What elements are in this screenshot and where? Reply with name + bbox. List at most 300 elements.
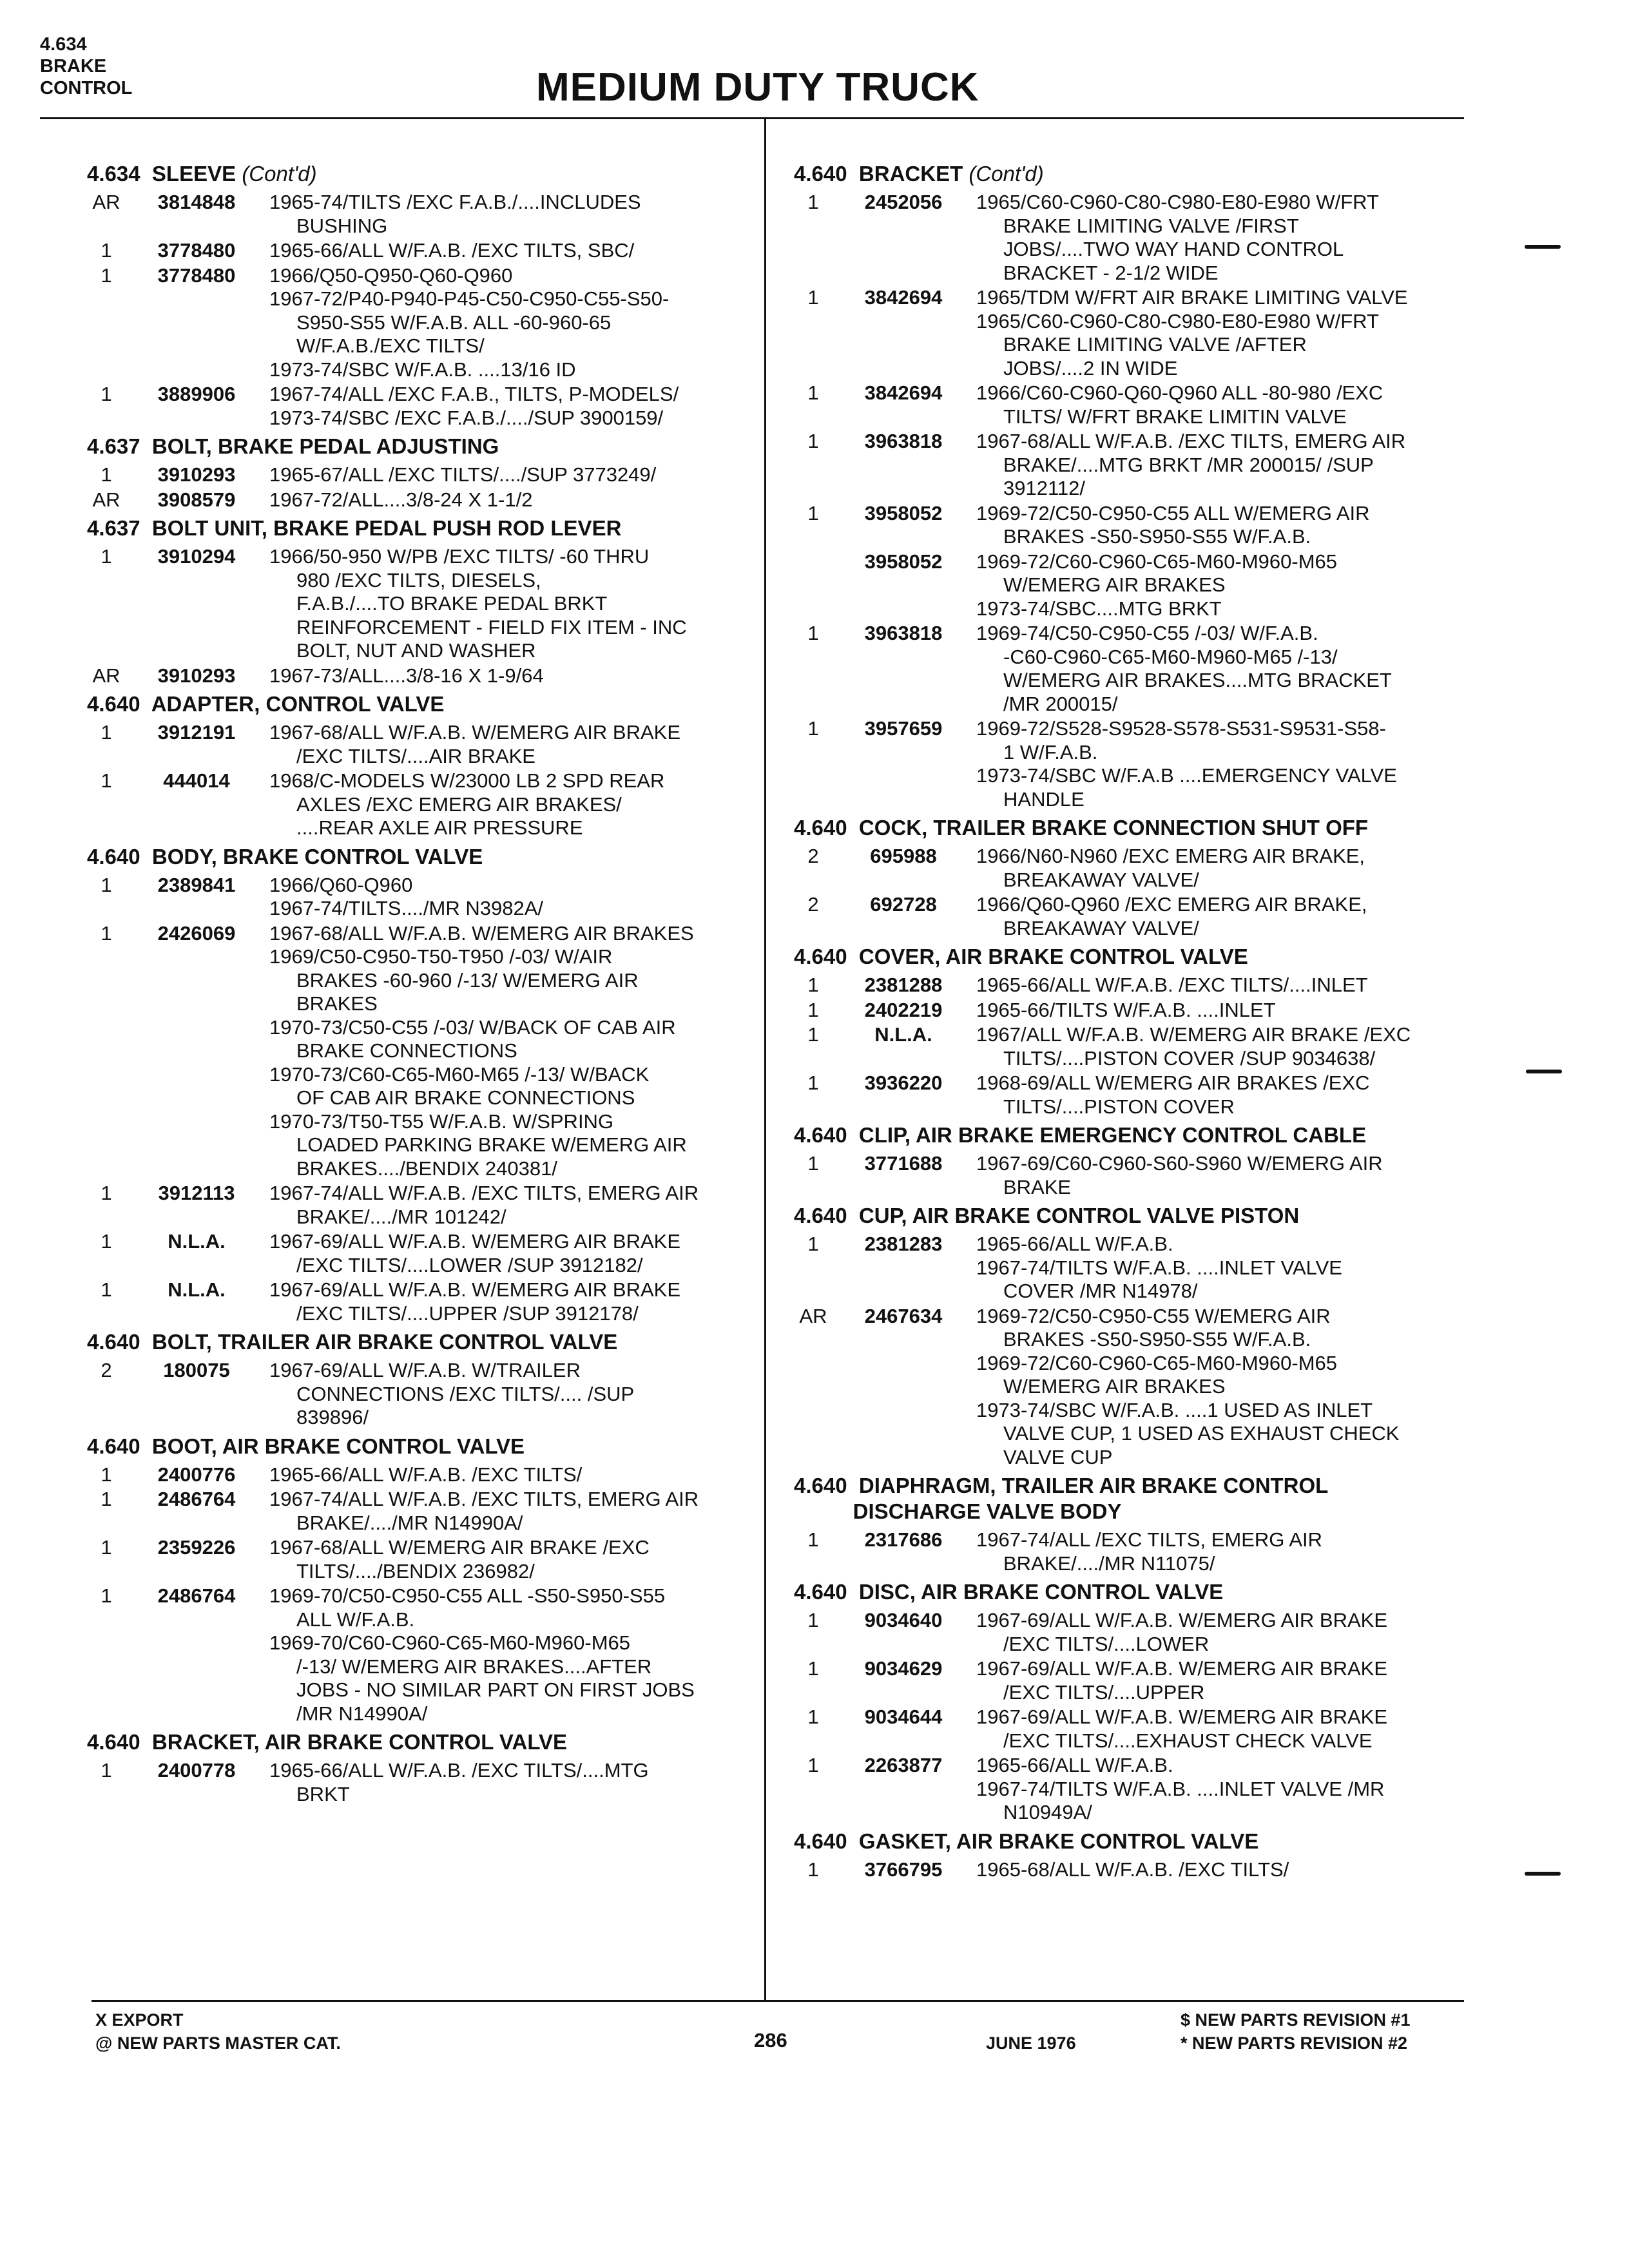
part-entry xyxy=(87,664,757,688)
part-quantity: 1 xyxy=(807,1528,819,1551)
part-application-line: /EXC TILTS/....LOWER /SUP 3912182/ xyxy=(296,1253,643,1276)
part-number: 3908579 xyxy=(157,488,236,511)
part-application-line: 1967-74/TILTS W/F.A.B. ....INLET VALVE xyxy=(976,1256,1342,1279)
catalog-section xyxy=(87,434,757,512)
part-quantity: AR xyxy=(92,488,120,511)
part-entry xyxy=(87,1230,757,1277)
part-application-line: 1965/C60-C960-C80-C980-E80-E980 W/FRT xyxy=(976,309,1379,332)
part-quantity: 1 xyxy=(807,1706,819,1728)
part-application-line: 1969/C50-C950-T50-T950 /-03/ W/AIR xyxy=(269,945,613,968)
part-entry xyxy=(87,769,757,840)
part-number: 3912191 xyxy=(157,721,236,744)
part-application-line: BRKT xyxy=(296,1782,350,1805)
part-entry xyxy=(794,1858,1470,1882)
section-heading-text: 4.640 COVER, AIR BRAKE CONTROL VALVE xyxy=(794,945,1248,968)
part-application-line: 1970-73/C50-C55 /-03/ W/BACK OF CAB AIR xyxy=(269,1015,676,1039)
column-divider xyxy=(764,119,766,2000)
part-application-line: BREAKAWAY VALVE/ xyxy=(1003,916,1199,939)
part-entry xyxy=(794,1152,1470,1199)
section-heading xyxy=(87,434,757,459)
part-entry xyxy=(794,1233,1470,1303)
part-quantity: 1 xyxy=(807,501,819,524)
part-quantity: AR xyxy=(92,664,120,687)
part-application-line: W/EMERG AIR BRAKES xyxy=(1003,573,1226,596)
part-application-line: BRAKE/....MTG BRKT /MR 200015/ /SUP xyxy=(1003,453,1374,476)
part-application-line: 1965-66/ALL W/F.A.B. /EXC TILTS/....MTG xyxy=(269,1759,649,1782)
part-entry xyxy=(794,1657,1470,1704)
section-heading xyxy=(87,1729,757,1755)
part-application-line: ....REAR AXLE AIR PRESSURE xyxy=(296,816,583,839)
part-application-line: 1969-72/C60-C960-C65-M60-M960-M65 xyxy=(976,1351,1337,1374)
part-application-line: 1965-66/ALL W/F.A.B. /EXC TILTS/ xyxy=(269,1463,583,1486)
part-application-line: 1967-74/ALL /EXC TILTS, EMERG AIR xyxy=(976,1528,1322,1551)
part-quantity: 2 xyxy=(101,1359,112,1381)
part-application-line: BRAKES..../BENDIX 240381/ xyxy=(296,1157,557,1180)
part-application-line: ALL W/F.A.B. xyxy=(296,1608,415,1631)
part-quantity: 1 xyxy=(101,264,112,287)
part-number: 2426069 xyxy=(157,921,236,945)
section-heading-text: 4.637 BOLT UNIT, BRAKE PEDAL PUSH ROD LEVER xyxy=(87,516,622,540)
part-entry xyxy=(87,1463,757,1487)
part-entry xyxy=(87,1488,757,1535)
part-application-line: /MR N14990A/ xyxy=(296,1702,428,1725)
part-application-line: BRAKE CONNECTIONS xyxy=(296,1039,517,1062)
part-quantity: 1 xyxy=(807,1023,819,1046)
section-heading-note: (Cont'd) xyxy=(969,162,1044,186)
part-number: 444014 xyxy=(163,769,230,792)
part-application-line: BRACKET - 2-1/2 WIDE xyxy=(1003,261,1219,284)
part-application-line: -C60-C960-C65-M60-M960-M65 /-13/ xyxy=(1003,645,1338,668)
part-application-line: /EXC TILTS/....UPPER xyxy=(1003,1680,1205,1704)
part-application-line: 1969-70/C50-C950-C55 ALL -S50-S950-S55 xyxy=(269,1584,666,1607)
part-quantity: 2 xyxy=(807,893,819,916)
part-application-line: 1967-74/TILTS..../MR N3982A/ xyxy=(269,897,544,919)
catalog-section xyxy=(87,515,757,687)
part-application-line: 1970-73/C60-C65-M60-M65 /-13/ W/BACK xyxy=(269,1062,650,1086)
part-application-line: 1970-73/T50-T55 W/F.A.B. W/SPRING xyxy=(269,1110,614,1133)
part-application-line: 1967-69/ALL W/F.A.B. W/EMERG AIR BRAKE xyxy=(976,1657,1388,1680)
right-column xyxy=(794,161,1470,1883)
part-application-line: 3912112/ xyxy=(1003,477,1085,499)
part-application-line: 1973-74/SBC W/F.A.B. ....1 USED AS INLET xyxy=(976,1398,1373,1421)
part-application-line: W/EMERG AIR BRAKES....MTG BRACKET xyxy=(1003,669,1392,691)
part-application-line: 1965-74/TILTS /EXC F.A.B./....INCLUDES xyxy=(269,191,641,213)
footer-export-note: X EXPORT xyxy=(95,2010,184,2030)
part-application-line: 1966/Q60-Q960 xyxy=(269,873,413,896)
part-application-line: 1969-72/C60-C960-C65-M60-M960-M65 xyxy=(976,550,1337,573)
part-application-line: LOADED PARKING BRAKE W/EMERG AIR xyxy=(296,1133,687,1156)
part-application-line: 1969-72/S528-S9528-S578-S531-S9531-S58- xyxy=(976,717,1386,740)
section-heading xyxy=(794,1473,1470,1524)
part-application-line: 1967-68/ALL W/EMERG AIR BRAKE /EXC xyxy=(269,1536,650,1559)
section-heading xyxy=(794,944,1470,970)
part-number: 9034644 xyxy=(864,1706,943,1728)
part-quantity: 1 xyxy=(101,1584,112,1607)
part-application-line: 1965/TDM W/FRT AIR BRAKE LIMITING VALVE xyxy=(976,286,1408,309)
part-number: 3963818 xyxy=(864,430,943,452)
part-application-line: VALVE CUP, 1 USED AS EXHAUST CHECK xyxy=(1003,1422,1400,1445)
part-application-line: 1967-69/ALL W/F.A.B. W/EMERG AIR BRAKE xyxy=(976,1706,1388,1728)
section-heading-text: 4.634 SLEEVE xyxy=(87,162,236,186)
section-heading xyxy=(794,1203,1470,1229)
catalog-section xyxy=(794,815,1470,940)
part-application-line: BOLT, NUT AND WASHER xyxy=(296,639,536,662)
part-quantity: 2 xyxy=(807,845,819,867)
part-quantity: 1 xyxy=(807,1072,819,1094)
part-application-line: 1965-68/ALL W/F.A.B. /EXC TILTS/ xyxy=(976,1858,1289,1881)
footer-rule xyxy=(92,2000,1464,2002)
section-heading xyxy=(87,844,757,870)
part-number: 3814848 xyxy=(157,191,236,213)
section-heading-text: 4.640 ADAPTER, CONTROL VALVE xyxy=(87,692,445,716)
part-quantity: 1 xyxy=(101,1463,112,1486)
part-quantity: 1 xyxy=(101,1182,112,1204)
part-entry xyxy=(87,1536,757,1583)
part-quantity: 1 xyxy=(807,430,819,452)
catalog-section xyxy=(794,1473,1470,1575)
section-heading-note: (Cont'd) xyxy=(242,162,317,186)
part-application-line: 1969-74/C50-C950-C55 /-03/ W/F.A.B. xyxy=(976,622,1318,644)
catalog-section xyxy=(794,1829,1470,1882)
part-number: N.L.A. xyxy=(168,1278,226,1301)
part-application-line: W/F.A.B./EXC TILTS/ xyxy=(296,334,485,357)
part-application-line: BUSHING xyxy=(296,214,388,237)
part-application-line: 1967-72/ALL....3/8-24 X 1-1/2 xyxy=(269,488,533,511)
part-entry xyxy=(87,191,757,238)
part-quantity: 1 xyxy=(807,1754,819,1776)
part-quantity: AR xyxy=(799,1304,827,1327)
part-application-line: 1967-69/ALL W/F.A.B. W/EMERG AIR BRAKE xyxy=(976,1609,1388,1631)
part-entry xyxy=(794,502,1470,549)
part-entry xyxy=(87,922,757,1181)
section-heading xyxy=(87,515,757,541)
section-heading xyxy=(794,1579,1470,1605)
part-application-line: REINFORCEMENT - FIELD FIX ITEM - INC xyxy=(296,615,687,639)
part-entry xyxy=(87,383,757,430)
part-entry xyxy=(87,488,757,512)
part-application-line: 1967-69/ALL W/F.A.B. W/EMERG AIR BRAKE xyxy=(269,1278,681,1301)
part-quantity: 1 xyxy=(807,1152,819,1175)
part-application-line: BRAKE xyxy=(1003,1175,1072,1198)
part-application-line: /MR 200015/ xyxy=(1003,692,1118,715)
part-entry xyxy=(87,1759,757,1806)
part-entry xyxy=(794,286,1470,380)
catalog-section xyxy=(794,1579,1470,1825)
part-number: 3889906 xyxy=(157,383,236,405)
part-entry xyxy=(794,1706,1470,1753)
part-quantity: 1 xyxy=(101,383,112,405)
part-quantity: 1 xyxy=(101,1536,112,1559)
part-application-line: 1967-69/ALL W/F.A.B. W/TRAILER xyxy=(269,1359,581,1381)
part-application-line: 1965-66/ALL W/F.A.B. xyxy=(976,1233,1173,1255)
part-application-line: 1973-74/SBC /EXC F.A.B./..../SUP 3900159/ xyxy=(269,406,664,429)
part-number: 3910294 xyxy=(157,545,236,568)
part-application-line: JOBS/....2 IN WIDE xyxy=(1003,356,1178,380)
part-application-line: BRAKE/..../MR N14990A/ xyxy=(296,1511,523,1534)
section-heading-text: 4.637 BOLT, BRAKE PEDAL ADJUSTING xyxy=(87,434,499,458)
part-number: 3766795 xyxy=(864,1858,943,1881)
part-application-line: BRAKE LIMITING VALVE /FIRST xyxy=(1003,214,1299,237)
part-application-line: 1965/C60-C960-C80-C980-E80-E980 W/FRT xyxy=(976,191,1379,213)
part-application-line: 1966/C60-C960-Q60-Q960 ALL -80-980 /EXC xyxy=(976,381,1383,404)
footer-date: JUNE 1976 xyxy=(986,2033,1076,2053)
part-quantity: 1 xyxy=(101,1759,112,1782)
part-quantity: 1 xyxy=(807,286,819,309)
section-heading-text: 4.640 BRACKET, AIR BRAKE CONTROL VALVE xyxy=(87,1730,568,1754)
part-quantity: 1 xyxy=(101,1278,112,1301)
part-number: 692728 xyxy=(870,893,937,916)
part-application-line: 1966/Q60-Q960 /EXC EMERG AIR BRAKE, xyxy=(976,893,1367,916)
section-heading xyxy=(794,161,1470,187)
catalog-section xyxy=(87,691,757,840)
part-number: 2381288 xyxy=(864,974,943,996)
part-application-line: 1969-70/C60-C960-C65-M60-M960-M65 xyxy=(269,1631,630,1654)
part-application-line: HANDLE xyxy=(1003,787,1084,811)
part-entry xyxy=(794,1754,1470,1825)
part-number: 9034629 xyxy=(864,1657,943,1680)
part-number: 2400776 xyxy=(157,1463,236,1486)
part-application-line: /-13/ W/EMERG AIR BRAKES....AFTER xyxy=(296,1655,652,1678)
part-application-line: 1966/Q50-Q950-Q60-Q960 xyxy=(269,264,513,287)
part-application-line: 1965-66/ALL W/F.A.B. xyxy=(976,1754,1173,1776)
part-application-line: 1967-68/ALL W/F.A.B. W/EMERG AIR BRAKES xyxy=(269,921,694,945)
header-rule xyxy=(40,117,1464,119)
part-number: 2317686 xyxy=(864,1528,943,1551)
part-number: 2381283 xyxy=(864,1233,943,1255)
part-quantity: 1 xyxy=(101,921,112,945)
section-heading-text: 4.640 DIAPHRAGM, TRAILER AIR BRAKE CONTROL DISCHARGE VALVE BODY xyxy=(794,1474,1329,1523)
page-title: MEDIUM DUTY TRUCK xyxy=(536,65,979,110)
part-application-line: TILTS/ W/FRT BRAKE LIMITIN VALVE xyxy=(1003,405,1347,428)
part-number: 3910293 xyxy=(157,664,236,687)
catalog-section xyxy=(794,1203,1470,1469)
part-application-line: BREAKAWAY VALVE/ xyxy=(1003,868,1199,891)
section-heading-text: 4.640 BODY, BRAKE CONTROL VALVE xyxy=(87,844,483,869)
part-entry xyxy=(87,1182,757,1229)
part-entry xyxy=(794,430,1470,501)
part-quantity: 1 xyxy=(101,463,112,486)
part-entry xyxy=(794,1528,1470,1575)
part-number: 3963818 xyxy=(864,622,943,644)
part-application-line: AXLES /EXC EMERG AIR BRAKES/ xyxy=(296,793,622,816)
part-entry xyxy=(794,974,1470,997)
page-number: 286 xyxy=(754,2029,787,2052)
part-application-line: CONNECTIONS /EXC TILTS/.... /SUP xyxy=(296,1382,635,1405)
part-application-line: /EXC TILTS/....EXHAUST CHECK VALVE xyxy=(1003,1729,1373,1752)
section-heading xyxy=(794,815,1470,841)
section-heading-text: 4.640 BRACKET xyxy=(794,162,963,186)
part-entry xyxy=(794,622,1470,716)
part-application-line: BRAKE/..../MR N11075/ xyxy=(1003,1552,1215,1575)
left-column xyxy=(87,161,757,1807)
section-heading-text: 4.640 CUP, AIR BRAKE CONTROL VALVE PISTON xyxy=(794,1204,1300,1227)
part-application-line: 839896/ xyxy=(296,1406,369,1428)
part-application-line: BRAKES -S50-S950-S55 W/F.A.B. xyxy=(1003,1328,1311,1350)
part-application-line: N10949A/ xyxy=(1003,1801,1092,1823)
part-number: 2486764 xyxy=(157,1584,236,1607)
part-application-line: 1965-66/ALL W/F.A.B. /EXC TILTS, SBC/ xyxy=(269,239,635,262)
part-entry xyxy=(87,1278,757,1325)
part-application-line: JOBS/....TWO WAY HAND CONTROL xyxy=(1003,238,1344,260)
revision-margin-mark xyxy=(1526,1070,1562,1073)
part-entry xyxy=(794,1023,1470,1070)
part-number: 3842694 xyxy=(864,286,943,309)
revision-margin-mark xyxy=(1525,245,1561,249)
part-number: 3936220 xyxy=(864,1072,943,1094)
part-number: 695988 xyxy=(870,845,937,867)
section-code-line-2: CONTROL xyxy=(40,78,133,99)
part-quantity: 1 xyxy=(807,1657,819,1680)
part-application-line: TILTS/....PISTON COVER xyxy=(1003,1095,1235,1118)
part-entry xyxy=(87,721,757,768)
part-application-line: 1965-66/TILTS W/F.A.B. ....INLET xyxy=(976,998,1276,1021)
catalog-section xyxy=(87,1729,757,1806)
section-code-line-1: BRAKE xyxy=(40,56,107,77)
part-entry xyxy=(794,845,1470,892)
part-application-line: 1967-72/P40-P940-P45-C50-C950-C55-S50- xyxy=(269,287,670,310)
section-heading xyxy=(794,1122,1470,1148)
part-application-line: 1969-72/C50-C950-C55 W/EMERG AIR xyxy=(976,1304,1331,1327)
part-entry xyxy=(794,381,1470,428)
part-number: 3910293 xyxy=(157,463,236,486)
catalog-section xyxy=(87,844,757,1326)
part-number: N.L.A. xyxy=(168,1230,226,1253)
part-entry xyxy=(87,1359,757,1430)
section-heading-text: 4.640 GASKET, AIR BRAKE CONTROL VALVE xyxy=(794,1829,1259,1853)
section-heading-text: 4.640 CLIP, AIR BRAKE EMERGENCY CONTROL CABLE xyxy=(794,1123,1367,1147)
part-application-line: 1967-68/ALL W/F.A.B. W/EMERG AIR BRAKE xyxy=(269,721,681,744)
section-heading xyxy=(87,1329,757,1355)
part-number: 2486764 xyxy=(157,1488,236,1510)
part-quantity: 1 xyxy=(807,1858,819,1881)
part-application-line: /EXC TILTS/....UPPER /SUP 3912178/ xyxy=(296,1302,639,1325)
part-number: 3778480 xyxy=(157,239,236,262)
part-application-line: JOBS - NO SIMILAR PART ON FIRST JOBS xyxy=(296,1678,695,1701)
part-application-line: 1967-74/ALL W/F.A.B. /EXC TILTS, EMERG AIR xyxy=(269,1488,699,1510)
part-number: 2400778 xyxy=(157,1759,236,1782)
part-application-line: 1973-74/SBC....MTG BRKT xyxy=(976,597,1222,620)
part-application-line: COVER /MR N14978/ xyxy=(1003,1280,1198,1302)
part-entry xyxy=(794,191,1470,285)
part-quantity: 1 xyxy=(101,721,112,744)
section-code xyxy=(40,34,132,99)
section-heading-text: 4.640 BOLT, TRAILER AIR BRAKE CONTROL VALVE xyxy=(87,1330,618,1354)
part-application-line: 1966/50-950 W/PB /EXC TILTS/ -60 THRU xyxy=(269,545,650,568)
part-number: 3957659 xyxy=(864,717,943,740)
part-application-line: OF CAB AIR BRAKE CONNECTIONS xyxy=(296,1086,635,1109)
part-entry xyxy=(87,545,757,663)
part-quantity: 1 xyxy=(807,1233,819,1255)
part-number: 180075 xyxy=(163,1359,230,1381)
part-application-line: BRAKES -S50-S950-S55 W/F.A.B. xyxy=(1003,525,1311,548)
part-number: 3842694 xyxy=(864,381,943,404)
section-heading-text: 4.640 DISC, AIR BRAKE CONTROL VALVE xyxy=(794,1580,1224,1604)
part-application-line: BRAKES xyxy=(296,992,378,1015)
part-entry xyxy=(87,463,757,487)
part-number: 2359226 xyxy=(157,1536,236,1559)
part-application-line: BRAKES -60-960 /-13/ W/EMERG AIR xyxy=(296,968,639,992)
part-application-line: S950-S55 W/F.A.B. ALL -60-960-65 xyxy=(296,311,612,334)
part-application-line: 1967-68/ALL W/F.A.B. /EXC TILTS, EMERG AIR xyxy=(976,430,1406,452)
part-application-line: 1969-72/C50-C950-C55 ALL W/EMERG AIR xyxy=(976,501,1370,524)
part-number: 9034640 xyxy=(864,1609,943,1631)
part-number: 3912113 xyxy=(158,1182,235,1204)
part-number: N.L.A. xyxy=(874,1023,932,1046)
part-entry xyxy=(87,264,757,382)
revision-margin-mark xyxy=(1525,1872,1561,1876)
part-quantity: 1 xyxy=(101,769,112,792)
catalog-section xyxy=(794,1122,1470,1199)
part-quantity: 1 xyxy=(101,545,112,568)
catalog-section xyxy=(87,161,757,430)
part-number: 3771688 xyxy=(864,1152,943,1175)
part-number: 2263877 xyxy=(864,1754,943,1776)
catalog-section xyxy=(794,161,1470,811)
part-number: 2467634 xyxy=(864,1304,943,1327)
part-entry xyxy=(87,1584,757,1725)
part-quantity: 1 xyxy=(807,1609,819,1631)
part-application-line: 1965-66/ALL W/F.A.B. /EXC TILTS/....INLET xyxy=(976,974,1368,996)
part-quantity: 1 xyxy=(101,239,112,262)
part-application-line: 1968-69/ALL W/EMERG AIR BRAKES /EXC xyxy=(976,1072,1370,1094)
section-heading xyxy=(87,1434,757,1459)
part-number: 2452056 xyxy=(864,191,943,213)
part-quantity: 1 xyxy=(101,873,112,896)
part-quantity: 1 xyxy=(807,998,819,1021)
part-number: 3778480 xyxy=(157,264,236,287)
part-entry xyxy=(794,999,1470,1023)
part-application-line: BRAKE/..../MR 101242/ xyxy=(296,1205,506,1228)
part-application-line: 1965-67/ALL /EXC TILTS/..../SUP 3773249/ xyxy=(269,463,657,486)
part-quantity: 1 xyxy=(101,1488,112,1510)
part-entry xyxy=(794,1609,1470,1656)
part-application-line: TILTS/..../BENDIX 236982/ xyxy=(296,1559,535,1582)
catalog-section xyxy=(87,1329,757,1430)
part-application-line: TILTS/....PISTON COVER /SUP 9034638/ xyxy=(1003,1046,1376,1070)
part-quantity: 1 xyxy=(807,622,819,644)
part-quantity: 1 xyxy=(807,381,819,404)
part-application-line: 1968/C-MODELS W/23000 LB 2 SPD REAR xyxy=(269,769,665,792)
part-application-line: 1967-73/ALL....3/8-16 X 1-9/64 xyxy=(269,664,544,687)
part-application-line: /EXC TILTS/....LOWER xyxy=(1003,1632,1210,1655)
part-number: 3958052 xyxy=(864,501,943,524)
part-application-line: W/EMERG AIR BRAKES xyxy=(1003,1375,1226,1398)
catalog-section xyxy=(794,944,1470,1119)
part-entry xyxy=(87,239,757,263)
part-quantity: 1 xyxy=(807,191,819,213)
part-number: 2389841 xyxy=(157,873,236,896)
part-number: 2402219 xyxy=(864,998,943,1021)
part-application-line: 1967-69/C60-C960-S60-S960 W/EMERG AIR xyxy=(976,1152,1383,1175)
part-application-line: 1973-74/SBC W/F.A.B. ....13/16 ID xyxy=(269,358,576,381)
section-heading xyxy=(87,161,757,187)
section-heading xyxy=(794,1829,1470,1854)
part-application-line: 1966/N60-N960 /EXC EMERG AIR BRAKE, xyxy=(976,845,1365,867)
part-entry xyxy=(794,1305,1470,1470)
part-quantity: 1 xyxy=(807,717,819,740)
part-entry xyxy=(794,550,1470,621)
part-application-line: 1967/ALL W/F.A.B. W/EMERG AIR BRAKE /EXC xyxy=(976,1023,1411,1046)
part-quantity: AR xyxy=(92,191,120,213)
catalog-section xyxy=(87,1434,757,1726)
part-entry xyxy=(794,893,1470,940)
part-application-line: 1 W/F.A.B. xyxy=(1003,740,1098,764)
part-application-line: 1967-74/TILTS W/F.A.B. ....INLET VALVE /MR xyxy=(976,1777,1385,1800)
part-entry xyxy=(794,717,1470,811)
part-application-line: 1973-74/SBC W/F.A.B ....EMERGENCY VALVE xyxy=(976,764,1397,787)
footer-revision-1: $ NEW PARTS REVISION #1 xyxy=(1181,2010,1411,2030)
part-application-line: 1967-74/ALL /EXC F.A.B., TILTS, P-MODELS/ xyxy=(269,383,679,405)
